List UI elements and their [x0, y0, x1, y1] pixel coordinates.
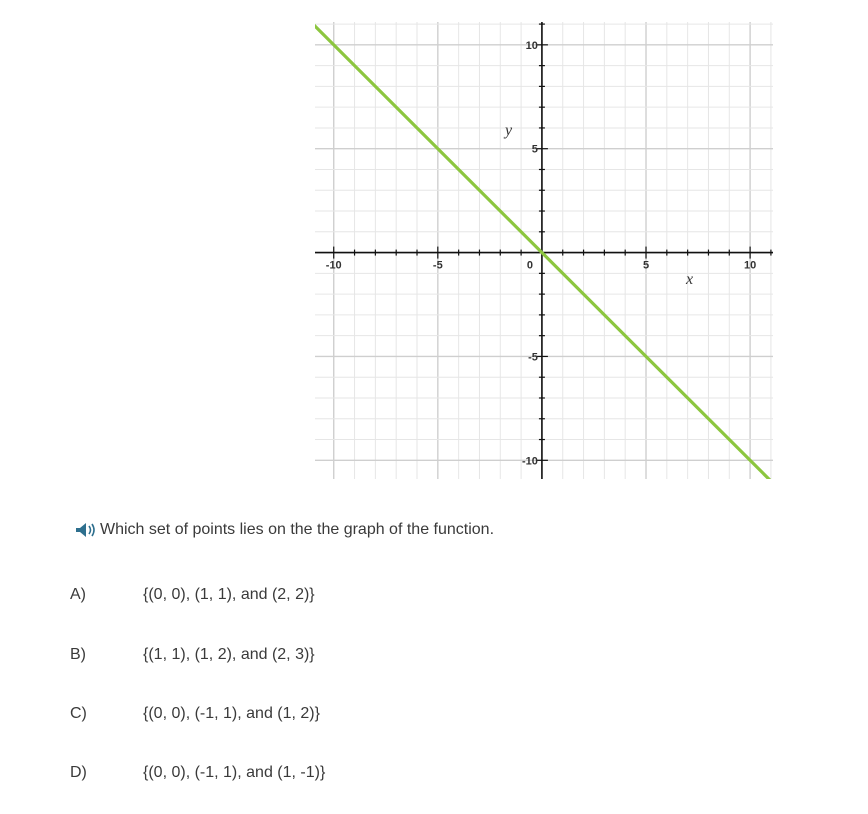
x-tick-label: 5: [642, 259, 650, 272]
choice-text: {(0, 0), (-1, 1), and (1, -1)}: [143, 764, 326, 781]
y-tick-label: -5: [528, 351, 538, 364]
x-tick-label: -5: [432, 259, 443, 272]
speaker-icon[interactable]: [74, 520, 98, 540]
choice-text: {(1, 1), (1, 2), and (2, 3)}: [143, 646, 315, 663]
choice-text: {(0, 0), (-1, 1), and (1, 2)}: [143, 705, 320, 722]
y-tick-label: 10: [525, 39, 538, 52]
y-tick-label: -10: [522, 455, 538, 468]
question-text: Which set of points lies on the the graph of the function.: [100, 521, 495, 538]
x-axis-label: x: [686, 271, 694, 288]
y-tick-label: 5: [531, 143, 538, 156]
choice-letter: D): [70, 764, 87, 781]
axes: [315, 22, 773, 479]
y-axis-label: y: [505, 122, 513, 139]
x-tick-label: 10: [743, 259, 757, 272]
grid: [315, 22, 773, 479]
question-prompt: [74, 520, 494, 540]
x-tick-label: 0: [526, 259, 533, 272]
choice-letter: A): [70, 586, 86, 603]
choice-text: {(0, 0), (1, 1), and (2, 2)}: [143, 586, 315, 603]
x-tick-label: -10: [325, 259, 342, 272]
choice-letter: B): [70, 646, 86, 663]
choice-letter: C): [70, 705, 87, 722]
